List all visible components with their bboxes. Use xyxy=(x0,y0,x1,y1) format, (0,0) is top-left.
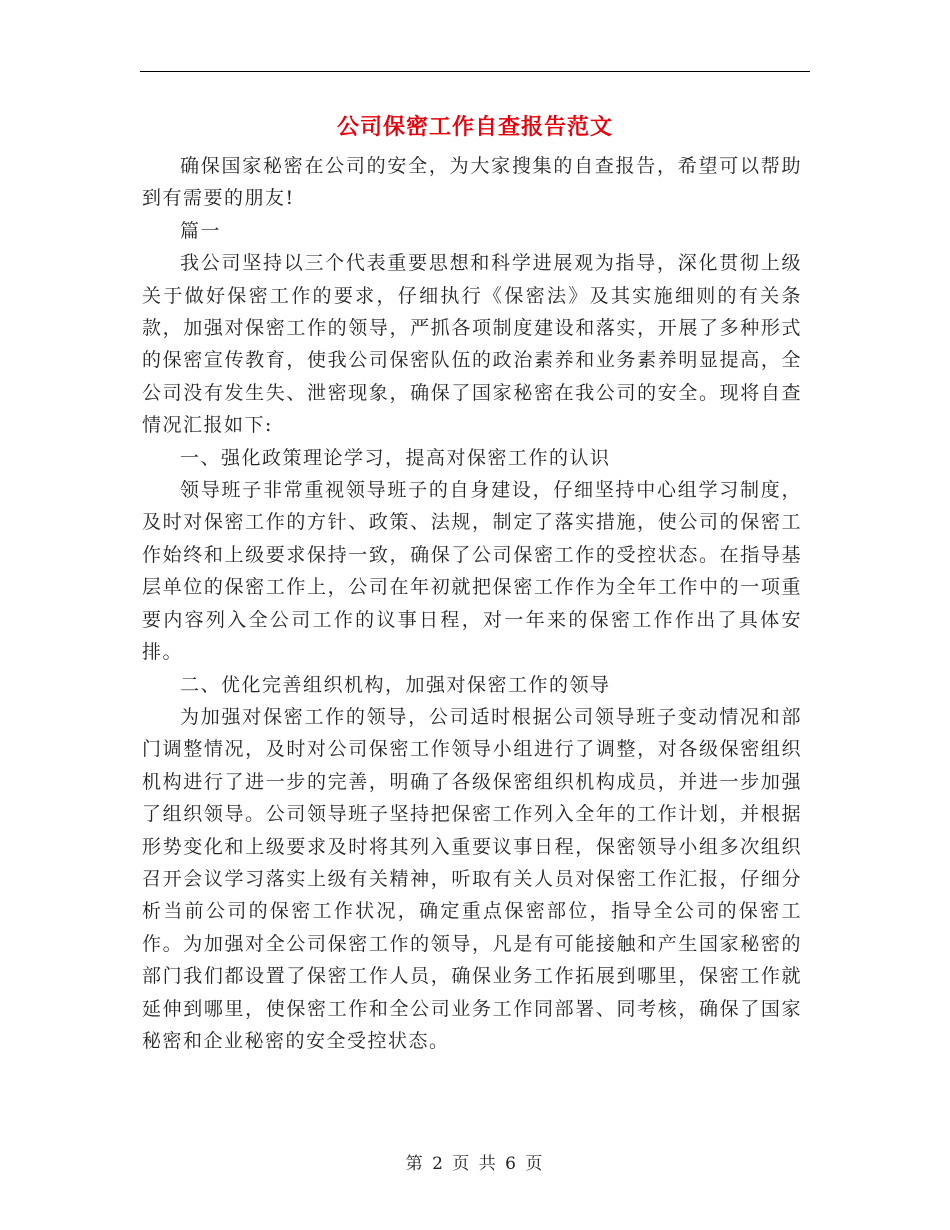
document-body xyxy=(142,150,802,1057)
body-paragraph: 我公司坚持以三个代表重要思想和科学进展观为指导，深化贯彻上级关于做好保密工作的要求，仔细执行《保密法》及其实施细则的有关条款，加强对保密工作的领导，严抓各项制度建设和落实，开展了多种形式的保密宣传教育，使我公司保密队伍的政治素养和业务素养明显提高，全公司没有发生失、泄密现象，确保了国家秘密在我公司的安全。现将自查情况汇报如下: xyxy=(142,252,802,437)
section-heading: 一、强化政策理论学习，提高对保密工作的认识 xyxy=(180,446,611,469)
page-number: 第 2 页 共 6 页 xyxy=(405,1154,545,1174)
section-label: 篇一 xyxy=(180,219,222,242)
body-paragraph: 领导班子非常重视领导班子的自身建设，仔细坚持中心组学习制度，及时对保密工作的方针、政策、法规，制定了落实措施，使公司的保密工作始终和上级要求保持一致，确保了公司保密工作的受控状态。在指导基层单位的保密工作上，公司在年初就把保密工作作为全年工作中的一项重要内容列入全公司工作的议事日程，对一年来的保密工作作出了具体安排。 xyxy=(142,479,802,664)
document-title: 公司保密工作自查报告范文 xyxy=(336,114,613,140)
section-heading: 二、优化完善组织机构，加强对保密工作的领导 xyxy=(180,673,611,696)
body-paragraph: 为加强对保密工作的领导，公司适时根据公司领导班子变动情况和部门调整情况，及时对公司保密工作领导小组进行了调整，对各级保密组织机构进行了进一步的完善，明确了各级保密组织机构成员，并进一步加强了组织领导。公司领导班子坚持把保密工作列入全年的工作计划，并根据形势变化和上级要求及时将其列入重要议事日程，保密领导小组多次组织召开会议学习落实上级有关精神，听取有关人员对保密工作汇报，仔细分析当前公司的保密工作状况，确定重点保密部位，指导全公司的保密工作。为加强对全公司保密工作的领导，凡是有可能接触和产生国家秘密的部门我们都设置了保密工作人员，确保业务工作拓展到哪里，保密工作就延伸到哪里，使保密工作和全公司业务工作同部署、同考核，确保了国家秘密和企业秘密的安全受控状态。 xyxy=(142,705,802,1052)
header-rule xyxy=(140,71,810,72)
intro-paragraph: 确保国家秘密在公司的安全，为大家搜集的自查报告，希望可以帮助到有需要的朋友! xyxy=(142,155,802,210)
